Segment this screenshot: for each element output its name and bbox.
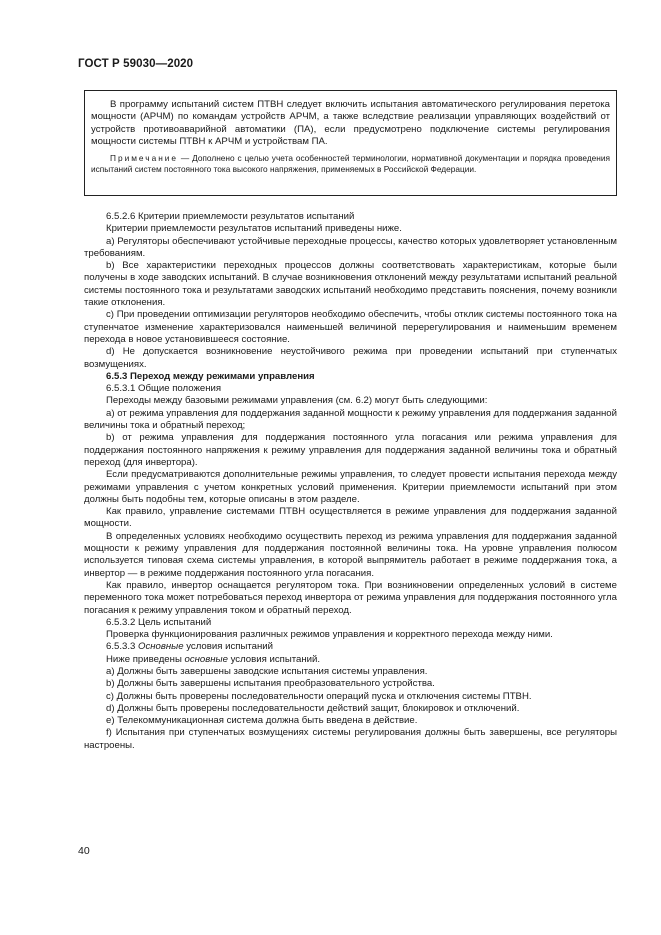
paragraph: В определенных условиях необходимо осуществить переход из режима управления для поддержания заданной мощности к режиму управления для поддержания постоянной величины тока. На уровне управления полюсом используется типовая схема системы управления, в которой выпрямитель работает в режиме поддержания тока, а инвертор — в режиме поддержания постоянного угла погасания. bbox=[84, 530, 617, 579]
heading-number: 6.5.3.3 bbox=[106, 641, 139, 653]
list-item: d) Не допускается возникновение неустойчивого режима при проведении испытаний при ступенчатых возмущениях. bbox=[84, 346, 617, 370]
amendment-box bbox=[84, 90, 617, 196]
section-heading: 6.5.3 Переход между режимами управления bbox=[106, 370, 315, 382]
paragraph: Как правило, управление системами ПТВН осуществляется в режиме управления для поддержания заданной мощности. bbox=[84, 506, 617, 530]
amendment-paragraph: В программу испытаний систем ПТВН следует включить испытания автоматического регулирования перетока мощности (АРЧМ) по командам устройств АРЧМ, а также вследствие реализации управляющих воздействий от устройств противоаварийной автоматики (ПА), если предусмотрено подключение системы регулирования мощности системы ПТВН к АРЧМ и устройствам ПА. bbox=[91, 99, 610, 147]
note-paragraph bbox=[91, 153, 610, 174]
list-item: a) Должны быть завершены заводские испытания системы управления. bbox=[106, 665, 428, 677]
section-heading: 6.5.2.6 Критерии приемлемости результатов испытаний bbox=[106, 211, 355, 222]
section-heading: 6.5.3.2 Цель испытаний bbox=[106, 616, 212, 628]
paragraph: Если предусматриваются дополнительные режимы управления, то следует провести испытания перехода между режимами управления с учетом конкретных условий применения. Критерии приемлемости испытаний при этом должны быть подобны тем, которые описаны в этом разделе. bbox=[84, 469, 617, 505]
list-item: b) Должны быть завершены испытания преобразовательного устройства. bbox=[106, 678, 435, 690]
section-heading bbox=[84, 641, 617, 653]
list-item: a) от режима управления для поддержания заданной мощности к режиму управления для поддержания заданной величины тока и обратный переход; bbox=[84, 407, 617, 432]
note-text: — Дополнено с целью учета особенностей терминологии, нормативной документации и порядка проведения испытаний систем постоянного тока высокого напряжения, применяемых в Российской Федерации. bbox=[91, 153, 610, 174]
list-item: e) Телекоммуникационная система должна быть введена в действие. bbox=[106, 715, 418, 727]
list-item: f) Испытания при ступенчатых возмущениях системы регулирования должны быть завершены, все регуляторы настроены. bbox=[84, 727, 617, 751]
heading-text: условия испытаний bbox=[183, 641, 273, 653]
main-content bbox=[84, 211, 617, 752]
heading-italic: Основные bbox=[138, 641, 184, 653]
paragraph: Переходы между базовыми режимами управления (см. 6.2) могут быть следующими: bbox=[106, 395, 488, 407]
list-item: c) Должны быть проверены последовательности операций пуска и отключения системы ПТВН. bbox=[106, 690, 532, 702]
paragraph-text: Ниже приведены bbox=[106, 653, 185, 665]
paragraph: Критерии приемлемости результатов испытаний приведены ниже. bbox=[106, 223, 402, 235]
page-number: 40 bbox=[78, 845, 90, 857]
list-item: b) Все характеристики переходных процессов должны соответствовать характеристикам, которые были получены в ходе заводских испытаний. В случае возникновения отклонений между результатами испытаний реальной системы постоянного тока и результатами заводских испытаний необходимо представить пояснения, почему возникли такие отклонения. bbox=[84, 260, 617, 309]
paragraph-text: условия испытаний. bbox=[227, 653, 321, 665]
paragraph: Проверка функционирования различных режимов управления и корректного перехода между ними. bbox=[106, 629, 553, 641]
document-header: ГОСТ Р 59030—2020 bbox=[78, 58, 194, 70]
note-label: Примечание bbox=[110, 153, 179, 164]
list-item: b) от режима управления для поддержания постоянного угла погасания или режима управления для поддержания постоянного напряжения к режиму управления для поддержания заданной величины тока и обратный переход (для инвертора). bbox=[84, 432, 617, 468]
paragraph bbox=[84, 654, 617, 666]
paragraph-italic: основные bbox=[184, 653, 228, 665]
paragraph: Как правило, инвертор оснащается регулятором тока. При возникновении определенных условий в системе переменного тока может потребоваться переход инвертора от режима управления для поддержания постоянного угла погасания к режиму управления током и обратный переход. bbox=[84, 579, 617, 616]
section-heading: 6.5.3.1 Общие положения bbox=[106, 383, 222, 395]
list-item: d) Должны быть проверены последовательности действий защит, блокировок и отключений. bbox=[106, 702, 520, 714]
list-item: a) Регуляторы обеспечивают устойчивые переходные процессы, качество которых удовлетворяет установленным требованиям. bbox=[84, 235, 617, 259]
list-item: c) При проведении оптимизации регуляторов необходимо обеспечить, чтобы отклик системы постоянного тока на ступенчатое изменение характеризовался наименьшей величиной перерегулирования и наименьшим временем перехода в новое установившееся состояние. bbox=[84, 309, 617, 345]
